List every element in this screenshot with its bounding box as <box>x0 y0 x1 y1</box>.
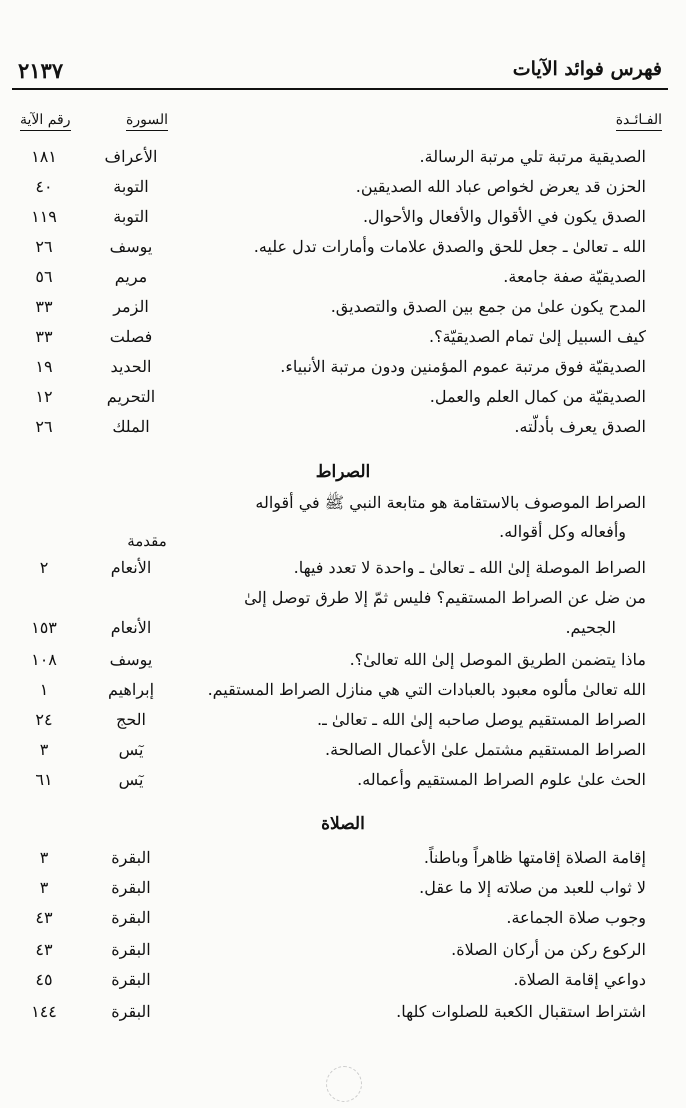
index-row <box>0 267 686 297</box>
row-sura: يوسف <box>109 650 153 669</box>
row-aya: ٢٦ <box>35 417 53 436</box>
index-row <box>0 740 686 770</box>
row-aya: ١٨١ <box>31 147 57 166</box>
row-text: الصديقيّة من كمال العلم والعمل. <box>429 387 646 406</box>
index-row <box>0 680 686 710</box>
row-aya: ١٤٤ <box>31 1002 57 1021</box>
index-row <box>0 237 686 267</box>
row-aya: ٣ <box>39 878 49 897</box>
row-sura: يٓس <box>118 740 144 759</box>
row-sura: البقرة <box>111 970 151 989</box>
row-aya: ٤٣ <box>35 908 53 927</box>
row-aya: ٦١ <box>35 770 53 789</box>
row-text: ماذا يتضمن الطريق الموصل إلىٰ الله تعالىٰ؟. <box>349 650 646 669</box>
index-row <box>0 710 686 740</box>
index-row <box>0 650 686 680</box>
row-text-continuation: وأفعاله وكل أقواله. <box>499 522 626 541</box>
row-text: الركوع ركن من أركان الصلاة. <box>451 940 646 959</box>
row-sura: البقرة <box>111 1002 151 1021</box>
index-row <box>0 618 686 648</box>
row-aya: ١٥٣ <box>31 618 57 637</box>
row-sura: البقرة <box>111 940 151 959</box>
row-text: وجوب صلاة الجماعة. <box>506 908 646 927</box>
page-number: ٢١٣٧ <box>18 58 64 83</box>
row-sura: الأنعام <box>110 558 152 577</box>
column-header-faida: الفـائـدة <box>616 112 662 128</box>
index-row <box>0 207 686 237</box>
index-row <box>0 908 686 938</box>
row-aya: ٢٦ <box>35 237 53 256</box>
row-aya: ٤٠ <box>35 177 53 196</box>
index-row <box>0 493 686 523</box>
row-aya: ٣ <box>39 740 49 759</box>
row-text: لا ثواب للعبد من صلاته إلا ما عقل. <box>419 878 646 897</box>
row-aya: ٤٣ <box>35 940 53 959</box>
row-sura: التحريم <box>106 387 156 406</box>
row-text: إقامة الصلاة إقامتها ظاهراً وباطناً. <box>423 848 646 867</box>
index-row <box>0 558 686 588</box>
column-header-aya: رقم الآية <box>20 112 71 128</box>
index-row <box>0 417 686 447</box>
row-sura: التوبة <box>113 207 149 226</box>
row-aya: ١١٩ <box>31 207 57 226</box>
row-sura: يٓس <box>118 770 144 789</box>
column-header-sura: السورة <box>126 112 168 128</box>
row-text: الله تعالىٰ مألوه معبود بالعبادات التي هي منازل الصراط المستقيم. <box>207 680 646 699</box>
header-rule <box>12 88 668 90</box>
index-row <box>0 297 686 327</box>
section-heading-sirat: الصراط <box>315 462 371 482</box>
section-heading-salat: الصلاة <box>321 814 365 834</box>
row-text: الصراط الموصوف بالاستقامة هو متابعة النبي ﷺ في أقواله <box>255 493 646 512</box>
paper-stain <box>326 1066 362 1102</box>
row-sura: يوسف <box>109 237 153 256</box>
row-aya: ٥٦ <box>35 267 53 286</box>
row-aya: ٤٥ <box>35 970 53 989</box>
row-text: الصديقيّة صفة جامعة. <box>503 267 646 286</box>
row-aya: ٢٤ <box>35 710 53 729</box>
row-text: من ضل عن الصراط المستقيم؟ فليس ثمّ إلا طرق توصل إلىٰ <box>244 588 646 607</box>
row-sura: البقرة <box>111 848 151 867</box>
index-row <box>0 147 686 177</box>
row-sura: البقرة <box>111 878 151 897</box>
row-text: اشتراط استقبال الكعبة للصلوات كلها. <box>396 1002 646 1021</box>
row-text-continuation: الجحيم. <box>565 618 616 637</box>
index-row <box>0 878 686 908</box>
row-text: المدح يكون علىٰ من جمع بين الصدق والتصديق. <box>330 297 646 316</box>
index-row <box>0 588 686 618</box>
row-text: الصراط المستقيم يوصل صاحبه إلىٰ الله ـ تعالىٰ ـ. <box>317 710 646 729</box>
index-row <box>0 327 686 357</box>
row-sura: التوبة <box>113 177 149 196</box>
row-aya: ١٢ <box>35 387 53 406</box>
row-text: الحزن قد يعرض لخواص عباد الله الصديقين. <box>355 177 646 196</box>
row-sura: الزمر <box>113 297 149 316</box>
index-row <box>0 387 686 417</box>
row-aya: ٢ <box>39 558 49 577</box>
row-text: الحث علىٰ علوم الصراط المستقيم وأعماله. <box>357 770 646 789</box>
running-header-title: فهرس فوائد الآيات <box>512 58 662 80</box>
row-aya: ١ <box>39 680 49 699</box>
index-row <box>0 848 686 878</box>
row-text: الصديقيّة فوق مرتبة عموم المؤمنين ودون مرتبة الأنبياء. <box>280 357 646 376</box>
index-row <box>0 1002 686 1032</box>
index-row <box>0 357 686 387</box>
row-sura: الأنعام <box>110 618 152 637</box>
row-aya: ٣٣ <box>35 297 53 316</box>
row-sura: البقرة <box>111 908 151 927</box>
row-text: الصديقية مرتبة تلي مرتبة الرسالة. <box>419 147 646 166</box>
row-text: الصدق يكون في الأقوال والأفعال والأحوال. <box>362 207 646 226</box>
row-aya: ٣٣ <box>35 327 53 346</box>
row-text: الله ـ تعالىٰ ـ جعل للحق والصدق علامات وأمارات تدل عليه. <box>253 237 646 256</box>
row-sura: الأعراف <box>104 147 158 166</box>
row-sura: إبراهيم <box>107 680 155 699</box>
row-sura: مريم <box>114 267 148 286</box>
row-text: الصدق يعرف بأدلّته. <box>514 417 646 436</box>
row-sura: الملك <box>112 417 150 436</box>
row-sura: مقدمة <box>127 532 167 550</box>
row-aya: ١٩ <box>35 357 53 376</box>
row-sura: الحج <box>116 710 146 729</box>
row-sura: فصلت <box>109 327 153 346</box>
index-row <box>0 970 686 1000</box>
row-text: الصراط المستقيم مشتمل علىٰ الأعمال الصالحة. <box>325 740 646 759</box>
row-text: دواعي إقامة الصلاة. <box>513 970 646 989</box>
row-sura: الحديد <box>110 357 152 376</box>
index-row <box>0 940 686 970</box>
row-text: كيف السبيل إلىٰ تمام الصديقيّة؟. <box>429 327 646 346</box>
row-aya: ١٠٨ <box>31 650 57 669</box>
index-row <box>0 177 686 207</box>
row-aya: ٣ <box>39 848 49 867</box>
index-row <box>0 770 686 800</box>
row-text: الصراط الموصلة إلىٰ الله ـ تعالىٰ ـ واحدة لا تعدد فيها. <box>293 558 646 577</box>
